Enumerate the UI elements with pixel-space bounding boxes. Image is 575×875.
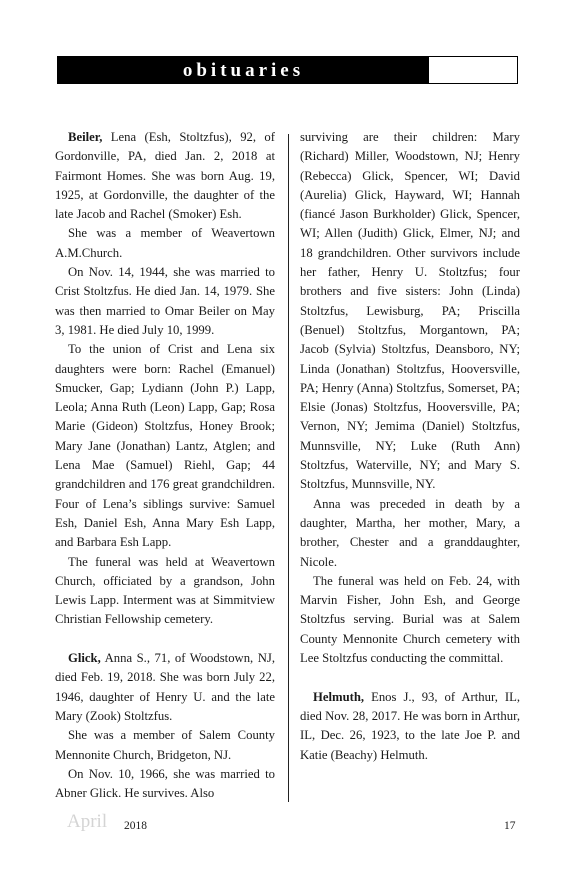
column-divider <box>288 134 289 802</box>
footer-month: April <box>67 811 108 832</box>
paragraph: To the union of Crist and Lena six daughters were born: Rachel (Emanuel) Smucker, Gap; Lydiann (John P.) Lapp, Leola; Anna Ruth (Leon) Lapp, Gap; Rosa Marie (Gideon) Stoltzfus, Honey Brook; Mary Jane (Jonathan) Lantz, Atglen; and Lena Mae (Samuel) Riehl, Gap; 44 grandchildren and 176 great grandchildren. Four of Lena’s siblings survive: Samuel Esh, Daniel Esh, Anna Mary Esh Lapp, and Barbara Esh Lapp. <box>55 342 275 550</box>
obituary-name: Glick, <box>68 651 101 666</box>
footer-year: 2018 <box>124 820 147 832</box>
page-number: 17 <box>504 820 516 832</box>
paragraph: On Nov. 14, 1944, she was married to Crist Stoltzfus. He died Jan. 14, 1979. She was then married to Omar Beiler on May 3, 1981. He died July 10, 1999. <box>55 265 275 337</box>
left-column <box>55 128 275 803</box>
paragraph: The funeral was held at Weavertown Church, officiated by a grandson, John Lewis Lapp. Interment was at Simmitview Christian Fellowship cemetery. <box>55 554 275 627</box>
obituary-glick-intro: Glick, Anna S., 71, of Woodstown, NJ, died Feb. 19, 2018. She was born July 22, 1946, daughter of Henry U. and the late Mary (Zook) Stoltzfus. <box>55 651 275 723</box>
section-title: obituaries <box>182 60 305 81</box>
section-header <box>57 56 518 84</box>
right-column <box>300 128 520 765</box>
paragraph: On Nov. 10, 1966, she was married to Abner Glick. He survives. Also <box>55 766 275 801</box>
paragraph: She was a member of Weavertown A.M.Church. <box>55 226 275 260</box>
paragraph: Anna was preceded in death by a daughter, Martha, her mother, Mary, a brother, Chester and a granddaughter, Nicole. <box>300 496 520 569</box>
paragraph: She was a member of Salem County Mennonite Church, Bridgeton, NJ. <box>55 728 275 762</box>
paragraph: The funeral was held on Feb. 24, with Marvin Fisher, John Esh, and George Stoltzfus serving. Burial was at Salem County Mennonite Church cemetery with Lee Stoltzfus conducting the committal. <box>300 573 520 666</box>
paragraph: surviving are their children: Mary (Richard) Miller, Woodstown, NJ; Henry (Rebecca) Glick, Spencer, WI; David (Aurelia) Glick, Hayward, WI; Hannah (fiancé Jason Burkholder) Glick, Spencer, WI; Allen (Judith) Glick, Elmer, NJ; and 18 grandchildren. Other survivors include her father, Henry U. Stoltzfus; four brothers and five sisters: John (Linda) Stoltzfus, Lewisburg, PA; Priscilla (Benuel) Stoltzfus, Morgantown, PA; Jacob (Sylvia) Stoltzfus, Deansboro, NY; Linda (Jonathan) Stoltzfus, Hooversville, PA; Henry (Anna) Stoltzfus, Somerset, PA; Elsie (Jonas) Stoltzfus, Hooversville, PA; Vernon, NY; Jemima (Daniel) Stoltzfus, Munnsville, NY; Luke (Ruth Ann) Stoltzfus, Waterville, NY; and Mary S. Stoltzfus, Munnsville, NY. <box>300 130 520 492</box>
obituary-name: Helmuth, <box>313 689 365 704</box>
obituary-name: Beiler, <box>68 130 103 144</box>
obituary-helmuth-intro: Helmuth, Enos J., 93, of Arthur, IL, died Nov. 28, 2017. He was born in Arthur, IL, Dec. 26, 1923, to the late Joe P. and Katie (Beachy) Helmuth. <box>300 689 520 762</box>
obituary-beiler-intro: Beiler, Lena (Esh, Stoltzfus), 92, of Gordonville, PA, died Jan. 2, 2018 at Fairmont Homes. She was born Aug. 19, 1925, at Gordonville, the daughter of the late Jacob and Rachel (Smoker) Esh. <box>55 130 275 222</box>
